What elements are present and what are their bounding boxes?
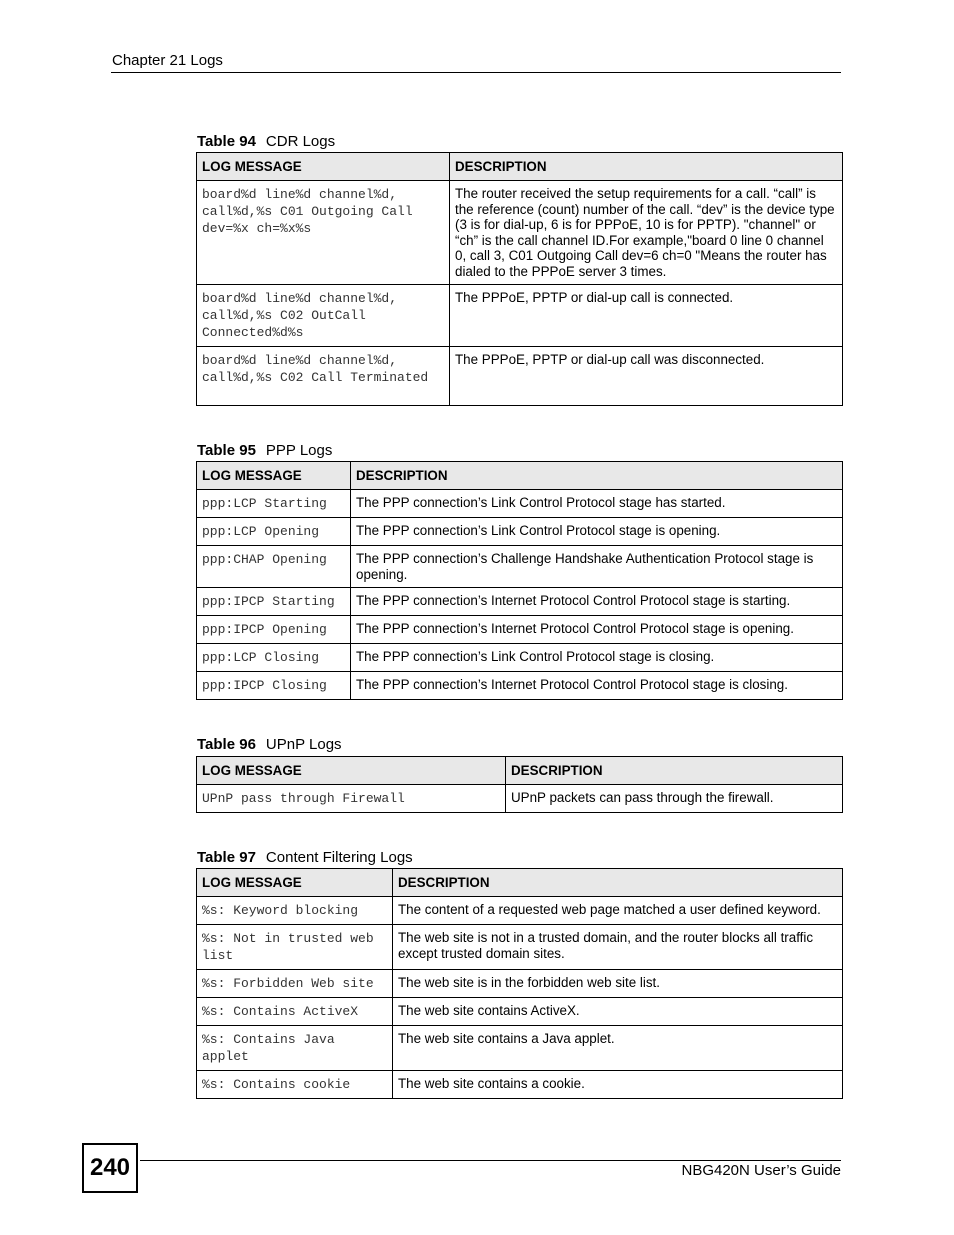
table-row [197, 1071, 843, 1099]
table-row [197, 1026, 843, 1071]
table-row [197, 285, 843, 347]
description-cell: The PPP connection’s Link Control Protocol stage is opening. [351, 518, 843, 546]
log-message-cell: %s: Not in trusted web list [197, 925, 393, 970]
table-row [197, 897, 843, 925]
table-caption [197, 736, 342, 753]
description-cell: The web site contains ActiveX. [393, 998, 843, 1026]
column-header: LOG MESSAGE [197, 869, 393, 897]
column-header: DESCRIPTION [506, 757, 843, 785]
description-cell: The PPP connection’s Internet Protocol Control Protocol stage is closing. [351, 672, 843, 700]
table-row [197, 672, 843, 700]
table-row [197, 588, 843, 616]
table-row [197, 181, 843, 285]
log-message-cell: board%d line%d channel%d, call%d,%s C02 Call Terminated [197, 347, 450, 406]
description-cell: UPnP packets can pass through the firewall. [506, 785, 843, 813]
upnp-logs-table [196, 756, 843, 813]
description-cell: The PPPoE, PPTP or dial-up call was disconnected. [450, 347, 843, 406]
description-cell: The content of a requested web page matched a user defined keyword. [393, 897, 843, 925]
description-cell: The PPPoE, PPTP or dial-up call is connected. [450, 285, 843, 347]
table-row [197, 644, 843, 672]
table-row [197, 785, 843, 813]
table-row [197, 518, 843, 546]
description-cell: The PPP connection’s Link Control Protocol stage has started. [351, 490, 843, 518]
description-cell: The router received the setup requirements for a call. “call” is the reference (count) number of the call. “dev” is the device type (3 is for dial-up, 6 is for PPPoE, 10 is for PPTP). "channel" or “ch” is the call channel ID.For example,"board 0 line 0 channel 0, call 3, C01 Outgoing Call dev=6 ch=0 "Means the router has dialed to the PPPoE server 3 times. [450, 181, 843, 285]
table-caption [197, 849, 413, 866]
log-message-cell: ppp:LCP Closing [197, 644, 351, 672]
table-header-row [197, 869, 843, 897]
column-header: DESCRIPTION [393, 869, 843, 897]
log-message-cell: ppp:IPCP Opening [197, 616, 351, 644]
column-header: LOG MESSAGE [197, 462, 351, 490]
table-row [197, 546, 843, 588]
column-header: LOG MESSAGE [197, 757, 506, 785]
table-number: Table 96 [197, 736, 256, 753]
table-caption [197, 442, 332, 459]
page-number: 240 [82, 1143, 138, 1193]
table-title: CDR Logs [265, 133, 336, 150]
table-row [197, 970, 843, 998]
header-divider [111, 72, 841, 73]
column-header: DESCRIPTION [450, 153, 843, 181]
log-message-cell: board%d line%d channel%d, call%d,%s C01 Outgoing Call dev=%x ch=%x%s [197, 181, 450, 285]
chapter-title: Chapter 21 Logs [112, 52, 223, 69]
log-message-cell: ppp:IPCP Closing [197, 672, 351, 700]
description-cell: The PPP connection’s Internet Protocol Control Protocol stage is opening. [351, 616, 843, 644]
table-number: Table 94 [197, 133, 256, 150]
table-number: Table 97 [197, 849, 256, 866]
log-message-cell: %s: Contains ActiveX [197, 998, 393, 1026]
table-header-row [197, 462, 843, 490]
table-number: Table 95 [197, 442, 256, 459]
description-cell: The web site is in the forbidden web site list. [393, 970, 843, 998]
content-filtering-logs-table [196, 868, 843, 1099]
log-message-cell: UPnP pass through Firewall [197, 785, 506, 813]
cdr-logs-table [196, 152, 843, 406]
table-row [197, 616, 843, 644]
log-message-cell: ppp:LCP Opening [197, 518, 351, 546]
log-message-cell: ppp:CHAP Opening [197, 546, 351, 588]
description-cell: The web site contains a Java applet. [393, 1026, 843, 1071]
guide-title: NBG420N User’s Guide [681, 1162, 841, 1179]
table-row [197, 998, 843, 1026]
column-header: LOG MESSAGE [197, 153, 450, 181]
log-message-cell: ppp:LCP Starting [197, 490, 351, 518]
table-row [197, 490, 843, 518]
footer-divider [140, 1160, 841, 1161]
table-row [197, 925, 843, 970]
log-message-cell: board%d line%d channel%d, call%d,%s C02 OutCall Connected%d%s [197, 285, 450, 347]
log-message-cell: %s: Keyword blocking [197, 897, 393, 925]
log-message-cell: %s: Contains Java applet [197, 1026, 393, 1071]
log-message-cell: %s: Contains cookie [197, 1071, 393, 1099]
ppp-logs-table [196, 461, 843, 700]
table-header-row [197, 757, 843, 785]
table-title: PPP Logs [265, 442, 333, 459]
description-cell: The PPP connection’s Link Control Protocol stage is closing. [351, 644, 843, 672]
table-header-row [197, 153, 843, 181]
table-caption [197, 133, 335, 150]
description-cell: The PPP connection’s Challenge Handshake Authentication Protocol stage is opening. [351, 546, 843, 588]
table-title: UPnP Logs [265, 736, 342, 753]
table-title: Content Filtering Logs [265, 849, 413, 866]
column-header: DESCRIPTION [351, 462, 843, 490]
log-message-cell: %s: Forbidden Web site [197, 970, 393, 998]
table-row [197, 347, 843, 406]
log-message-cell: ppp:IPCP Starting [197, 588, 351, 616]
description-cell: The PPP connection’s Internet Protocol Control Protocol stage is starting. [351, 588, 843, 616]
description-cell: The web site is not in a trusted domain, and the router blocks all traffic except trusted domain sites. [393, 925, 843, 970]
description-cell: The web site contains a cookie. [393, 1071, 843, 1099]
